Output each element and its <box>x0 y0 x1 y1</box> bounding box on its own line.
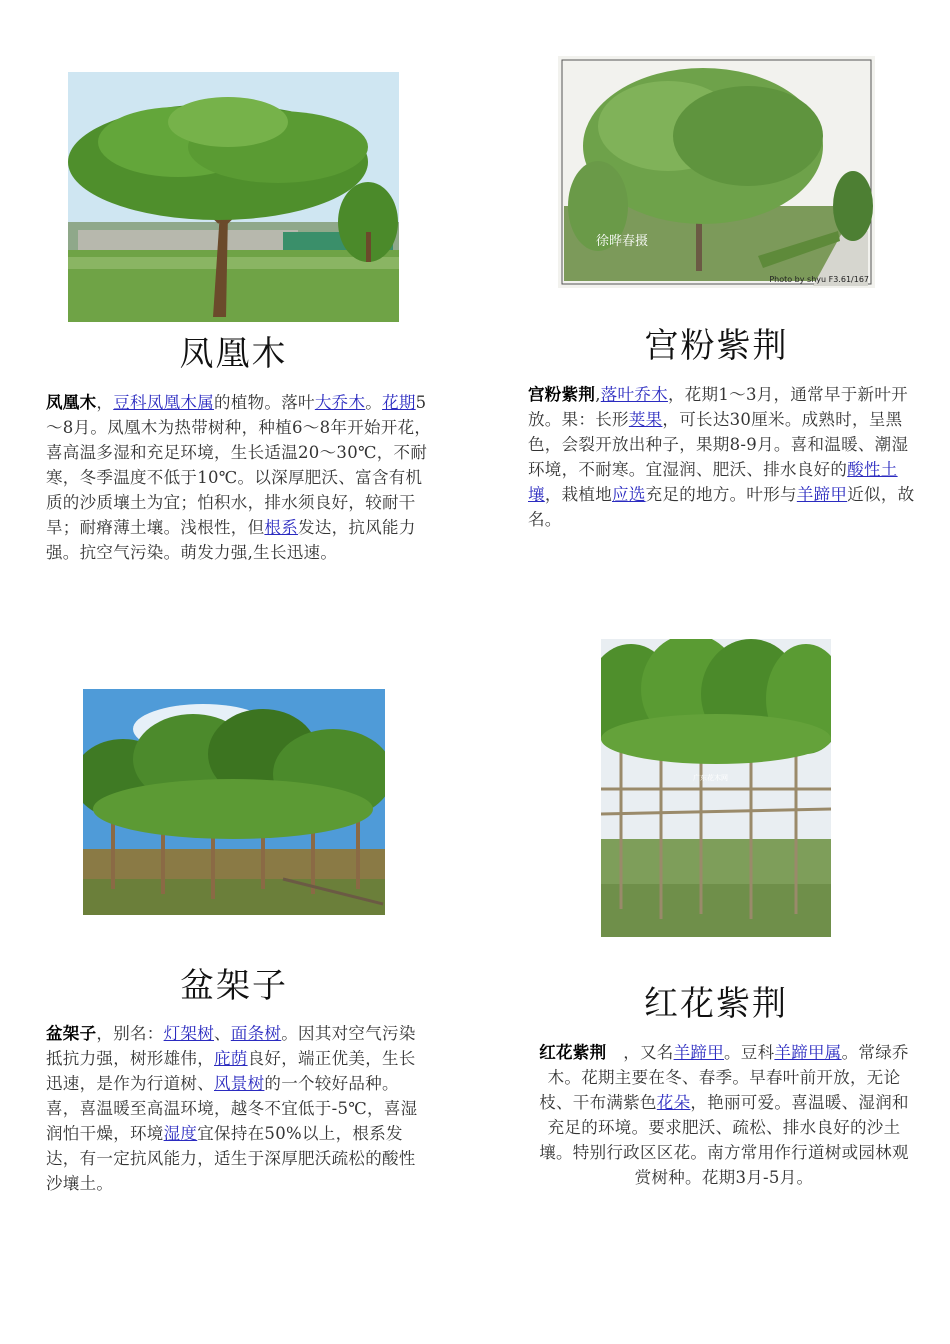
description-text: ，可长达30厘米。成熟时，呈黑色，会裂开放出种子，果期8-9月。喜和温暖、潮湿环境，不耐寒。宜湿润、肥沃、排水良好的 <box>528 410 909 479</box>
description-text: ，又名 <box>623 1043 674 1062</box>
description-link[interactable]: 羊蹄甲属 <box>774 1043 842 1062</box>
description-text: 宜保持在50%以上，根系发达，有一定抗风能力，适生于深厚肥沃疏松的酸性沙壤土。 <box>46 1124 416 1193</box>
gongfenzijing-watermark: 徐晔春摄 <box>596 234 649 249</box>
description-link[interactable]: 风景树 <box>214 1074 265 1093</box>
penjiazi-photo <box>83 689 385 915</box>
description-text: 发达，抗风能力强。抗空气污染。萌发力强,生长迅速。 <box>46 518 416 562</box>
honghuazijing-title: 红花紫荆 <box>644 984 788 1024</box>
honghuazijing-watermark: 广东花木网 <box>693 774 728 782</box>
description-text: ，花期1～3月，通常早于新叶开放。果：长形 <box>528 385 908 429</box>
description-link[interactable]: 荚果 <box>628 410 663 429</box>
description-text: ，艳丽可爱。喜温暖、湿润和充足的环境。要求肥沃、疏松、排水良好的沙土壤。特别行政区区花。南方常用作行道树或园林观赏树种。花期3月-5月。 <box>539 1093 909 1187</box>
tree-nursery-photo-icon <box>601 639 831 937</box>
description-link[interactable]: 花期 <box>382 393 416 412</box>
description-text: 的一个较好品种。喜，喜温暖至高温环境，越冬不宜低于-5℃，喜湿润怕干燥，环境 <box>46 1074 418 1143</box>
description-text: , <box>595 385 601 404</box>
description-link[interactable]: 根系 <box>264 518 299 537</box>
gongfenzijing-photo-credit: Photo by shyu F3.61/167 <box>769 275 869 284</box>
gongfenzijing-photo <box>558 56 875 288</box>
description-text: 的植物。落叶 <box>214 393 315 412</box>
description-link[interactable]: 羊蹄甲 <box>796 485 848 504</box>
description-text: 充足的地方。叶形与 <box>645 485 797 504</box>
description-text: 。常绿乔木。花期主要在冬、春季。早春叶前开放，无论枝、干布满紫色 <box>539 1043 909 1112</box>
description-text: 5～8月。凤凰木为热带树种，种植6～8年开始开花， 喜高温多湿和充足环境，生长适温20～30℃，不耐寒，冬季温度不低于10℃。以深厚肥沃、富含有机质的沙质壤土为宜；怕积水，排水须良好，较耐干旱；耐瘠薄土壤。浅根性，但 <box>46 393 432 537</box>
fenghuangmu-description <box>46 390 438 565</box>
description-text: 近似，故名。 <box>528 485 915 529</box>
description-text: 。因其对空气污染抵抗力强，树形雄伟， <box>46 1024 416 1068</box>
description-link[interactable]: 酸性土壤 <box>528 460 898 504</box>
description-link[interactable]: 羊蹄甲 <box>673 1043 724 1062</box>
description-link[interactable]: 应选 <box>612 485 646 504</box>
penjiazi-title: 盆架子 <box>180 966 288 1006</box>
description-term: 宫粉紫荆 <box>528 385 596 404</box>
description-link[interactable]: 湿度 <box>163 1124 198 1143</box>
description-link[interactable]: 灯架树 <box>163 1024 215 1043</box>
description-link[interactable]: 花朵 <box>656 1093 691 1112</box>
tree-photo-icon <box>558 56 875 288</box>
description-link[interactable]: 豆科凤凰木属 <box>113 393 215 412</box>
description-term: 盆架子 <box>46 1024 97 1043</box>
honghuazijing-photo <box>601 639 831 937</box>
description-text: ， <box>96 393 114 412</box>
gongfenzijing-title: 宫粉紫荆 <box>644 326 789 366</box>
description-text: 。 <box>365 393 383 412</box>
description-link[interactable]: 大乔木 <box>314 393 366 412</box>
description-term: 红花紫荆 <box>539 1043 624 1062</box>
fenghuangmu-title: 凤凰木 <box>179 334 288 374</box>
description-text: 。豆科 <box>724 1043 775 1062</box>
description-text: ，别名： <box>96 1024 164 1043</box>
honghuazijing-description <box>532 1040 916 1190</box>
description-link[interactable]: 面条树 <box>230 1024 282 1043</box>
description-text: 、 <box>214 1024 231 1043</box>
gongfenzijing-description <box>528 382 920 532</box>
description-text: ，栽植地 <box>544 485 613 504</box>
tree-nursery-photo-icon <box>83 689 385 915</box>
fenghuangmu-photo <box>68 72 399 322</box>
description-link[interactable]: 落叶乔木 <box>600 385 668 404</box>
penjiazi-description <box>46 1021 420 1196</box>
description-text: 良好，端正优美，生长迅速，是作为行道树、 <box>46 1049 416 1093</box>
description-term: 凤凰木 <box>46 393 97 412</box>
tree-photo-icon <box>68 72 399 322</box>
description-link[interactable]: 庇荫 <box>214 1049 248 1068</box>
